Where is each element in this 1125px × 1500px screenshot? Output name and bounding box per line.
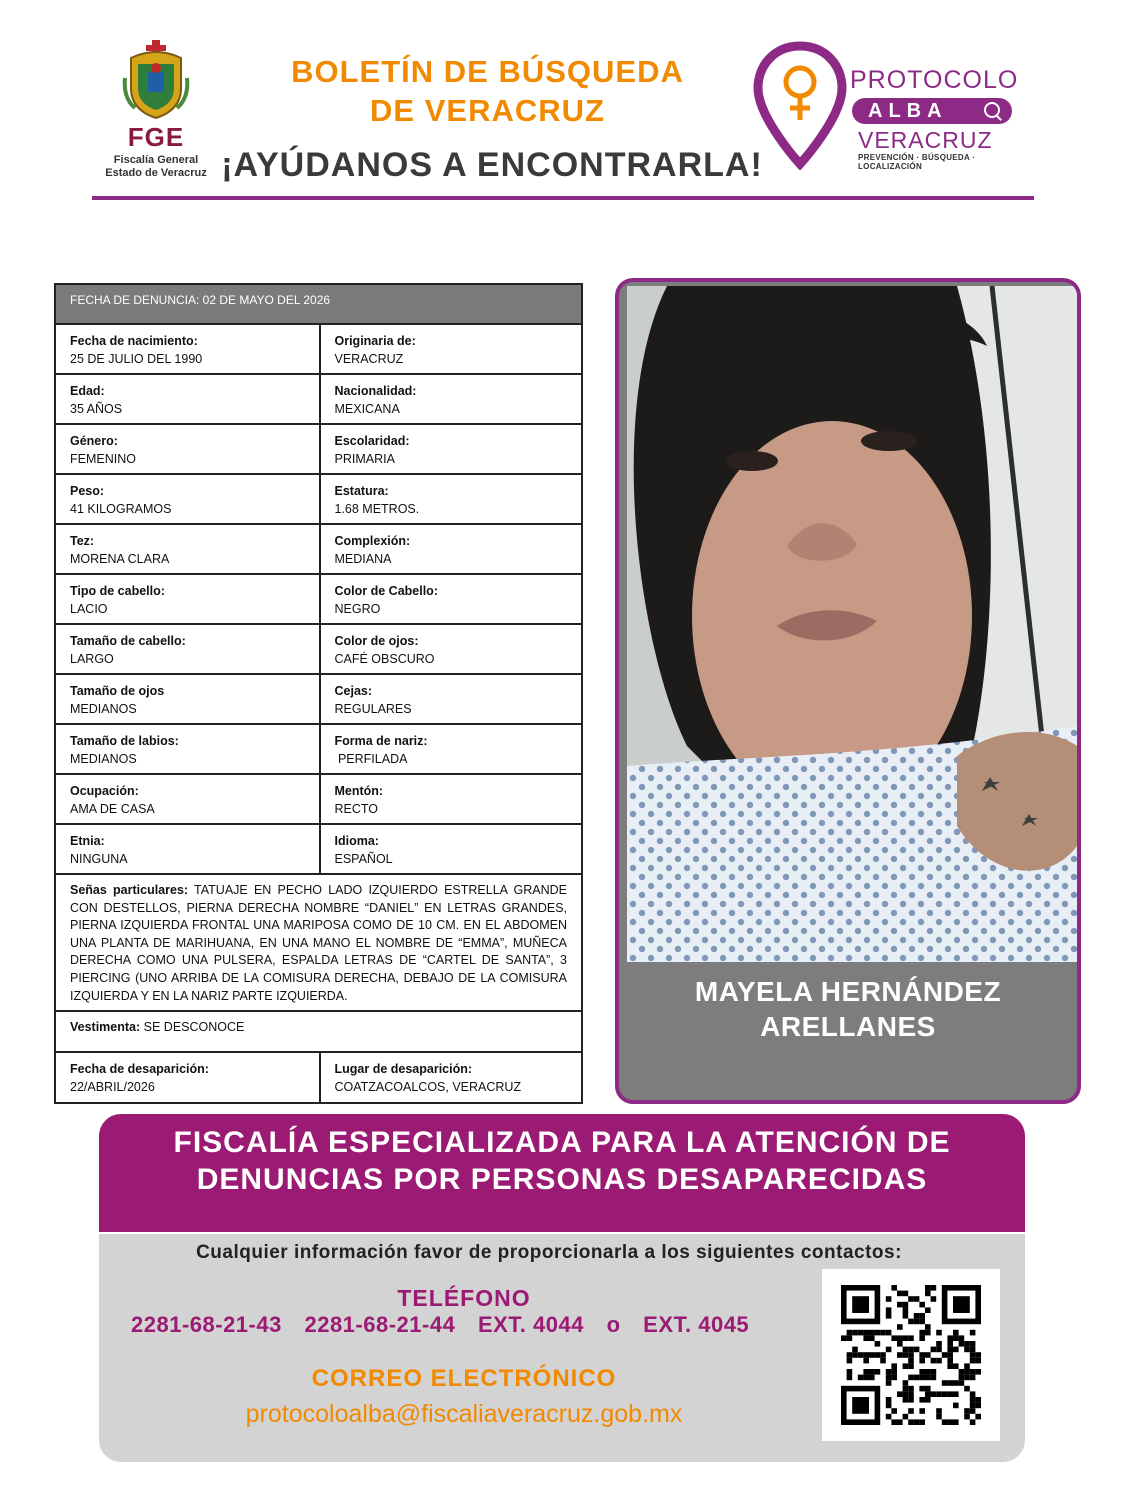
- header-divider: [92, 196, 1034, 200]
- map-pin-female-icon: [752, 40, 848, 170]
- phone-numbers: [131, 1312, 831, 1338]
- phone-number-2[interactable]: 2281-68-21-44: [304, 1312, 456, 1337]
- person-photo: [627, 286, 1077, 962]
- field-label: Fecha de nacimiento:: [70, 334, 198, 348]
- table-row: [56, 725, 581, 775]
- field-value: 1.68 METROS.: [334, 502, 420, 516]
- table-cell: [319, 625, 582, 673]
- field-label: Género:: [70, 434, 118, 448]
- field-value: MORENA CLARA: [70, 552, 170, 566]
- phone-heading: TELÉFONO: [397, 1285, 531, 1311]
- field-value: 41 KILOGRAMOS: [70, 502, 172, 516]
- field-value: PRIMARIA: [334, 452, 395, 466]
- phone-extension-1: EXT. 4044: [477, 1312, 584, 1337]
- table-row: [56, 825, 581, 875]
- table-cell: [319, 525, 582, 573]
- field-label: Ocupación:: [70, 784, 139, 798]
- distinguishing-marks-value: TATUAJE EN PECHO LADO IZQUIERDO ESTRELLA GRANDE CON DESTELLOS, PIERNA DERECHA NOMBRE “DANIEL” EN LETRAS GRANDES, PIERNA IZQUIERDA FRONTAL UNA MARIPOSA COMO DE 10 CM. EN EL ABDOMEN UNA PLANTA DE MARIHUANA, EN UNA MANO EL NOMBRE DE “EMMA”, MUÑECA DERECHA COMO UNA PULSERA, ESPALDA LETRAS DE “CARTEL DE SANTA”, 3 PIERCING (UNO ARRIBA DE LA COMISURA DERECHA, DEBAJO DE LA COMISURA IZQUIERDA Y EN LA NARIZ PARTE IZQUIERDA.: [70, 883, 568, 1003]
- table-cell: [56, 725, 319, 773]
- protocolo-alba-logo: [752, 40, 1032, 175]
- distinguishing-marks: [56, 875, 581, 1012]
- field-label: Idioma:: [334, 834, 379, 848]
- clothing-label: Vestimenta:: [70, 1020, 141, 1034]
- field-label: Cejas:: [334, 684, 373, 698]
- protocol-name-pill: [852, 98, 1012, 124]
- prosecutor-banner: [99, 1114, 1025, 1232]
- field-label: Complexión:: [334, 534, 411, 548]
- table-row-disappearance: [56, 1053, 581, 1102]
- field-label: Tamaño de cabello:: [70, 634, 186, 648]
- table-cell: [56, 775, 319, 823]
- field-label: Originaria de:: [334, 334, 416, 348]
- table-cell: [56, 825, 319, 873]
- photo-card: [615, 278, 1081, 1104]
- field-label: Tipo de cabello:: [70, 584, 165, 598]
- field-label: Mentón:: [334, 784, 384, 798]
- extension-separator: o: [606, 1312, 621, 1337]
- field-value: CAFÉ OBSCURO: [334, 652, 435, 666]
- table-cell: [319, 375, 582, 423]
- field-value: REGULARES: [334, 702, 412, 716]
- field-value: RECTO: [334, 802, 379, 816]
- qr-code[interactable]: [822, 1269, 1000, 1441]
- table-cell: [319, 575, 582, 623]
- magnifier-icon: [984, 102, 1000, 118]
- field-label: Peso:: [70, 484, 105, 498]
- field-value: MEDIANOS: [70, 702, 137, 716]
- email-link[interactable]: protocoloalba@fiscaliaveracruz.gob.mx: [245, 1400, 683, 1428]
- field-value: ESPAÑOL: [334, 852, 393, 866]
- banner-line2: DENUNCIAS POR PERSONAS DESAPARECIDAS: [196, 1163, 928, 1196]
- name-line2: ARELLANES: [760, 1011, 936, 1042]
- table-cell: [319, 475, 582, 523]
- field-value: 35 AÑOS: [70, 402, 123, 416]
- table-cell: [319, 675, 582, 723]
- agency-name-line1: Fiscalía General: [113, 154, 199, 166]
- table-cell: [56, 525, 319, 573]
- coat-of-arms-icon: [121, 38, 191, 120]
- field-value: VERACRUZ: [334, 352, 404, 366]
- table-cell: [56, 675, 319, 723]
- table-cell: [56, 575, 319, 623]
- protocol-name-line1: PROTOCOLO: [850, 66, 1019, 94]
- field-label: Color de ojos:: [334, 634, 419, 648]
- qr-code-icon: [822, 1269, 1000, 1441]
- field-label: Nacionalidad:: [334, 384, 417, 398]
- missing-person-name: [619, 974, 1077, 1044]
- table-cell: [56, 625, 319, 673]
- field-label: Etnia:: [70, 834, 105, 848]
- bulletin-title-line1: BOLETÍN DE BÚSQUEDA: [291, 54, 684, 89]
- field-value: PERFILADA: [334, 752, 408, 766]
- field-label: Forma de nariz:: [334, 734, 428, 748]
- protocol-name-line3: VERACRUZ: [858, 127, 993, 153]
- clothing-value: SE DESCONOCE: [140, 1020, 245, 1034]
- field-label: Lugar de desaparición:: [334, 1062, 473, 1076]
- field-value: FEMENINO: [70, 452, 136, 466]
- table-cell: [56, 425, 319, 473]
- person-photo-illustration: [627, 286, 1077, 962]
- table-cell: [56, 475, 319, 523]
- bulletin-title: [230, 52, 745, 130]
- field-value: MEXICANA: [334, 402, 400, 416]
- table-row: [56, 625, 581, 675]
- table-row: [56, 475, 581, 525]
- field-label: Fecha de desaparición:: [70, 1062, 209, 1076]
- report-date: FECHA DE DENUNCIA: 02 DE MAYO DEL 2026: [56, 285, 581, 325]
- name-line1: MAYELA HERNÁNDEZ: [694, 976, 1002, 1007]
- field-label: Edad:: [70, 384, 105, 398]
- table-cell: [319, 325, 582, 373]
- field-value: LACIO: [70, 602, 108, 616]
- table-cell: [319, 825, 582, 873]
- agency-abbreviation: FGE: [127, 122, 185, 152]
- field-label: Tez:: [70, 534, 95, 548]
- table-row: [56, 325, 581, 375]
- email-heading: CORREO ELECTRÓNICO: [311, 1365, 617, 1392]
- field-label: Estatura:: [334, 484, 389, 498]
- fge-logo: [100, 38, 212, 188]
- table-row: [56, 525, 581, 575]
- protocol-name-line2: ALBA: [868, 100, 948, 122]
- field-value: 25 DE JULIO DEL 1990: [70, 352, 203, 366]
- field-label: Escolaridad:: [334, 434, 410, 448]
- table-row: [56, 575, 581, 625]
- banner-line1: FISCALÍA ESPECIALIZADA PARA LA ATENCIÓN DE: [173, 1126, 951, 1159]
- clothing: [56, 1012, 581, 1053]
- field-value: MEDIANOS: [70, 752, 137, 766]
- table-cell: [56, 325, 319, 373]
- field-value: NINGUNA: [70, 852, 128, 866]
- field-value: AMA DE CASA: [70, 802, 155, 816]
- field-value: 22/ABRIL/2026: [70, 1080, 155, 1094]
- field-value: NEGRO: [334, 602, 381, 616]
- table-row: [56, 775, 581, 825]
- table-row: [56, 425, 581, 475]
- field-label: Tamaño de ojos: [70, 684, 165, 698]
- table-row: [56, 375, 581, 425]
- bulletin-title-line2: DE VERACRUZ: [370, 93, 605, 128]
- phone-number-1[interactable]: 2281-68-21-43: [131, 1312, 282, 1337]
- table-cell: [56, 375, 319, 423]
- agency-name-line2: Estado de Veracruz: [105, 167, 207, 179]
- table-cell: [319, 425, 582, 473]
- call-to-action: ¡AYÚDANOS A ENCONTRARLA!: [221, 146, 763, 184]
- table-cell: [319, 725, 582, 773]
- contact-panel: [99, 1234, 1025, 1462]
- protocol-tagline: PREVENCIÓN · BÚSQUEDA · LOCALIZACIÓN: [858, 153, 976, 171]
- field-value: LARGO: [70, 652, 114, 666]
- field-label: Tamaño de labios:: [70, 734, 179, 748]
- person-data-table: [54, 283, 583, 1104]
- table-cell: [319, 775, 582, 823]
- table-cell: [319, 1053, 582, 1102]
- field-label: Color de Cabello:: [334, 584, 438, 598]
- field-value: MEDIANA: [334, 552, 392, 566]
- field-value: COATZACOALCOS, VERACRUZ: [334, 1080, 522, 1094]
- distinguishing-marks-label: Señas particulares:: [70, 883, 189, 897]
- table-row: [56, 675, 581, 725]
- table-cell: [56, 1053, 319, 1102]
- agency-name: [100, 154, 212, 180]
- phone-extension-2: EXT. 4045: [643, 1312, 750, 1337]
- contact-intro: Cualquier información favor de proporcionarla a los siguientes contactos:: [196, 1242, 902, 1263]
